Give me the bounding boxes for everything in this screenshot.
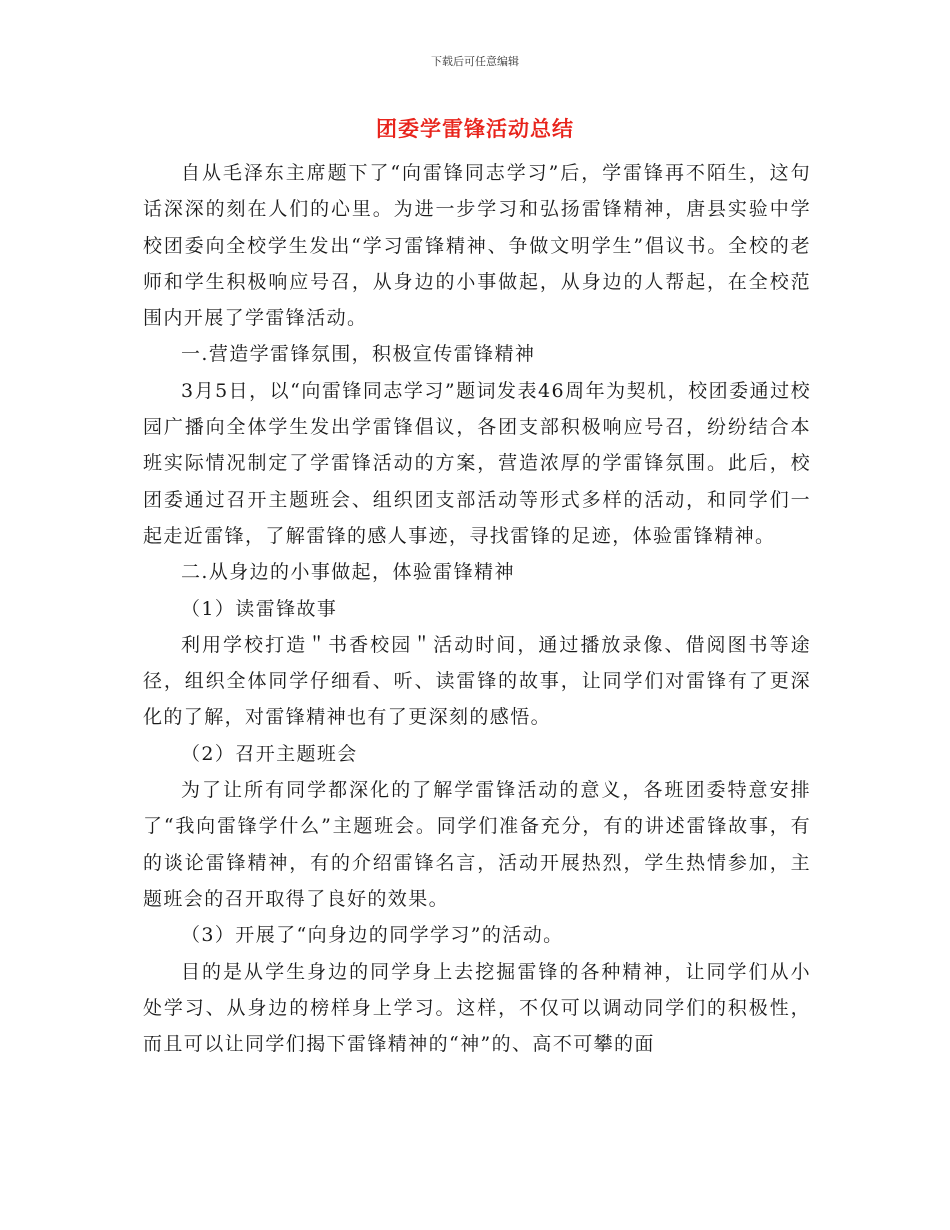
paragraph-sub-3: 目的是从学生身边的同学身上去挖掘雷锋的各种精神，让同学们从小处学习、从身边的榜样身上学习。这样，不仅可以调动同学们的积极性，而且可以让同学们揭下雷锋精神的“神”的、高不可攀的面 [143,960,811,1056]
page-header-note: 下载后可任意编辑 [431,55,519,68]
subheading-3: （3）开展了“向身边的同学学习”的活动。 [181,924,564,947]
section-heading-1: 一.营造学雷锋氛围，积极宣传雷锋精神 [181,343,536,366]
paragraph-sub-1: 利用学校打造＂书香校园＂活动时间，通过播放录像、借阅图书等途径，组织全体同学仔细看、听、读雷锋的故事，让同学们对雷锋有了更深化的了解，对雷锋精神也有了更深刻的感悟。 [143,633,811,729]
document-title: 团委学雷锋活动总结 [376,117,574,141]
section-heading-2: 二.从身边的小事做起，体验雷锋精神 [181,561,515,584]
paragraph-intro: 自从毛泽东主席题下了“向雷锋同志学习”后，学雷锋再不陌生，这句话深深的刻在人们的心里。为进一步学习和弘扬雷锋精神，唐县实验中学校团委向全校学生发出“学习雷锋精神、争做文明学生”倡议书。全校的老师和学生积极响应号召，从身边的小事做起，从身边的人帮起，在全校范围内开展了学雷锋活动。 [143,162,811,330]
paragraph-section-1: 3月5日，以“向雷锋同志学习”题词发表46周年为契机，校团委通过校园广播向全体学生发出学雷锋倡议，各团支部积极响应号召，纷纷结合本班实际情况制定了学雷锋活动的方案，营造浓厚的学雷锋氛围。此后，校团委通过召开主题班会、组织团支部活动等形式多样的活动，和同学们一起走近雷锋，了解雷锋的感人事迹，寻找雷锋的足迹，体验雷锋精神。 [143,379,811,547]
subheading-2: （2）召开主题班会 [181,742,358,765]
subheading-1: （1）读雷锋故事 [181,597,338,620]
paragraph-sub-2: 为了让所有同学都深化的了解学雷锋活动的意义，各班团委特意安排了“我向雷锋学什么”主题班会。同学们准备充分，有的讲述雷锋故事，有的谈论雷锋精神，有的介绍雷锋名言，活动开展热烈，学生热情参加，主题班会的召开取得了良好的效果。 [143,779,811,910]
document-body [143,155,811,1062]
